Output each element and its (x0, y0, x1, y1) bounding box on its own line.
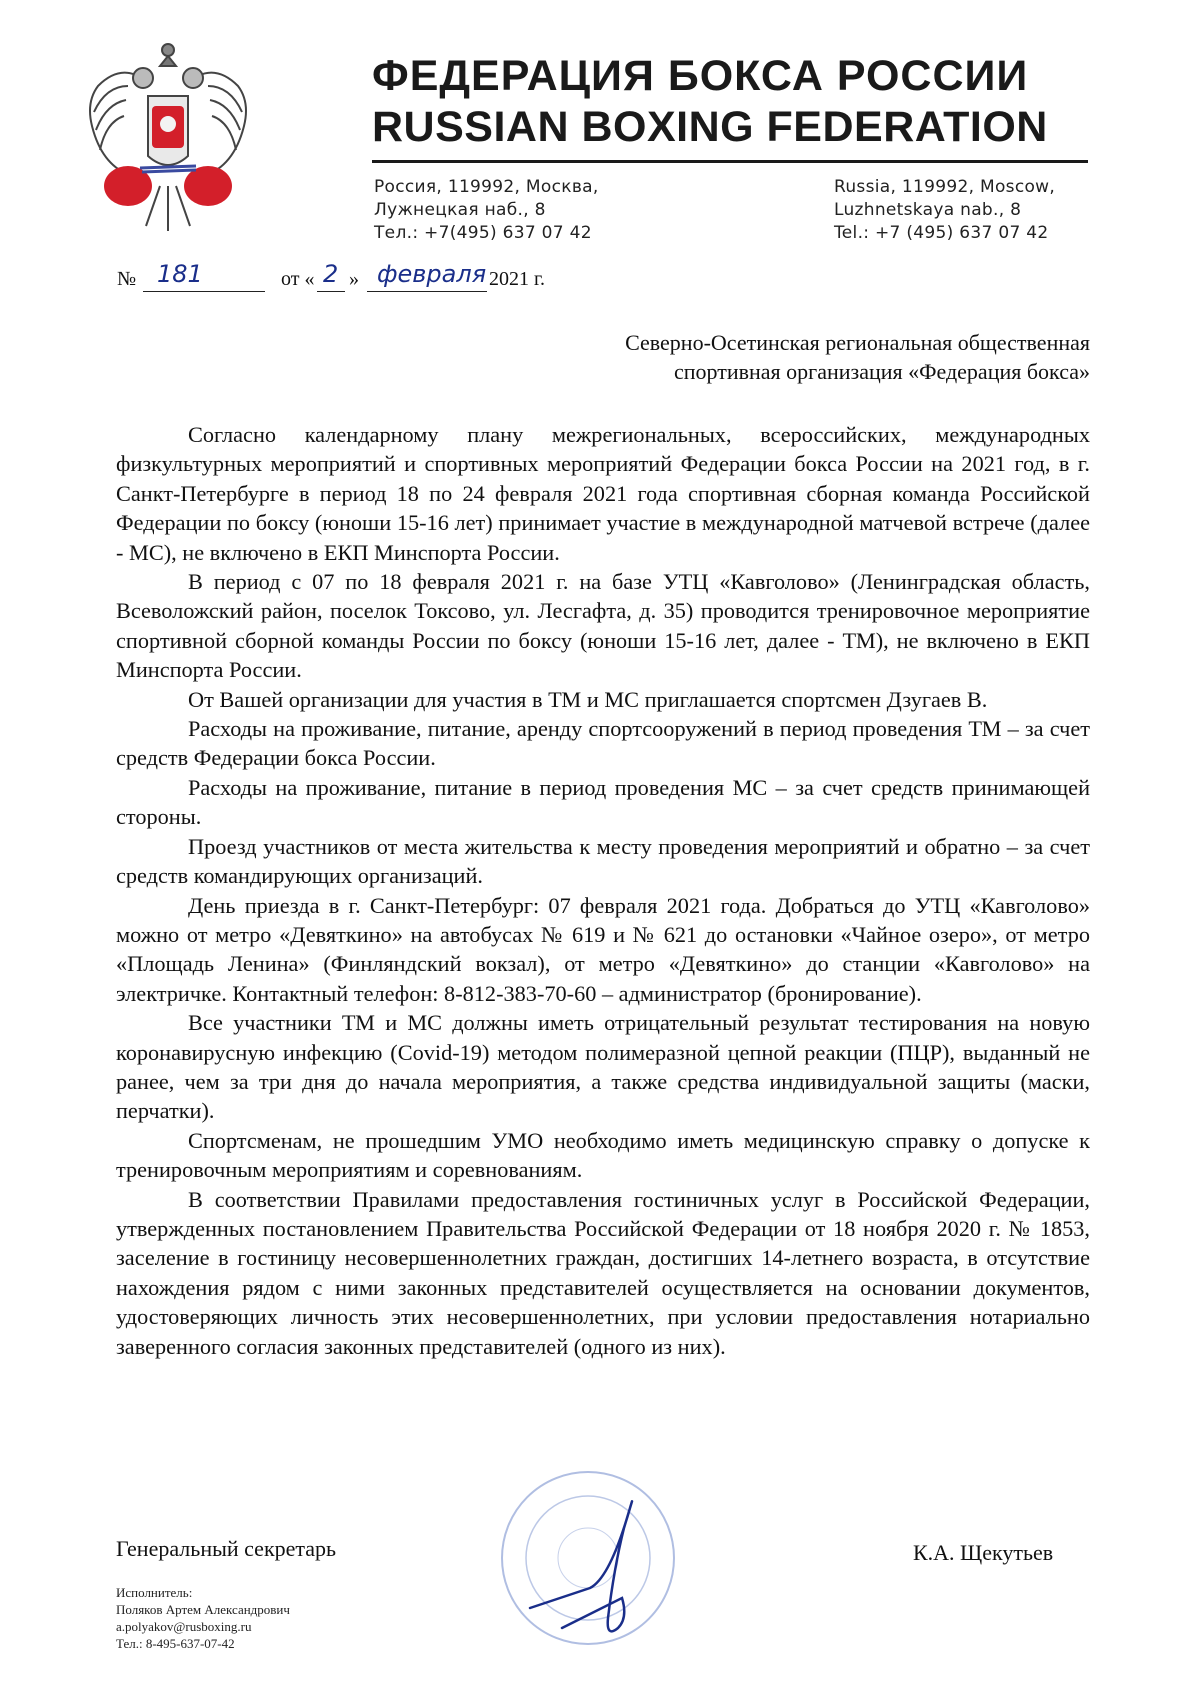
organization-title (372, 50, 1092, 152)
addressee-line: Северно-Осетинская региональная общественная (625, 330, 1090, 355)
paragraph: Расходы на проживание, питание в период проведения МС – за счет средств принимающей стороны. (116, 774, 1090, 830)
day-underline (317, 291, 345, 292)
date-mid: » (349, 268, 359, 290)
letter-body (116, 420, 1090, 1361)
address-ru (374, 176, 599, 245)
address-en (834, 176, 1055, 245)
paragraph: В период с 07 по 18 февраля 2021 г. на базе УТЦ «Кавголово» (Ленинградская область, Всеволожский район, поселок Токсово, ул. Лесгафта, д. 35) проводится тренировочное мероприятие спортивной сборной команды России по боксу (юноши 15-16 лет, далее - ТМ), не включено в ЕКП Минспорта России. (116, 569, 1090, 683)
paragraph: В соответствии Правилами предоставления гостиничных услуг в Российской Федерации, утвержденных постановлением Правительства Российской Федерации от 18 ноября 2020 г. № 1853, заселение в гостиницу несовершеннолетних граждан, достигших 14-летнего возраста, в отсутствие нахождения рядом с ними законных представителей осуществляется на основании документов, удостоверяющих личность этих несовершеннолетних, при условии предоставления нотариально заверенного согласия законных представителей (одного из них). (116, 1186, 1090, 1359)
paragraph: Расходы на проживание, питание, аренду спортсооружений в период проведения ТМ – за счет средств Федерации бокса России. (116, 716, 1090, 771)
paragraph: День приезда в г. Санкт-Петербург: 07 февраля 2021 года. Добраться до УТЦ «Кавголово» можно от метро «Девяткино» на автобусах № 619 и № 621 до остановки «Чайное озеро», от метро «Площадь Ленина» (Финляндский вокзал), от метро «Девяткино» до станции «Кавголово» на электричке. Контактный телефон: 8-812-383-70-60 – администратор (бронирование). (116, 892, 1090, 1006)
address-ru-line: Лужнецкая наб., 8 (374, 200, 546, 220)
address-en-line: Luzhnetskaya nab., 8 (834, 200, 1022, 220)
executor-email: a.polyakov@rusboxing.ru (116, 1619, 252, 1634)
title-ru: ФЕДЕРАЦИЯ БОКСА РОССИИ (372, 52, 1029, 100)
address-en-line: Russia, 119992, Moscow, (834, 177, 1056, 197)
executor-phone: Тел.: 8-495-637-07-42 (116, 1636, 235, 1651)
title-en: RUSSIAN BOXING FEDERATION (372, 103, 1048, 151)
paragraph: Спортсменам, не прошедшим УМО необходимо иметь медицинскую справку о допуске к тренировочным мероприятиям и соревнованиям. (116, 1127, 1090, 1183)
address-ru-line: Тел.: +7(495) 637 07 42 (374, 223, 592, 243)
number-value: 181 (157, 260, 203, 288)
federation-emblem-icon (78, 36, 258, 246)
date-prefix: от « (281, 268, 315, 290)
date-year: 2021 г. (489, 268, 545, 290)
header-divider (372, 160, 1088, 163)
paragraph: Проезд участников от места жительства к месту проведения мероприятий и обратно – за счет средств командирующих организаций. (116, 833, 1090, 889)
address-en-line: Tel.: +7 (495) 637 07 42 (834, 223, 1049, 243)
number-label: № (117, 268, 137, 290)
paragraph: От Вашей организации для участия в ТМ и МС приглашается спортсмен Дзугаев В. (188, 686, 988, 712)
paragraph: Все участники ТМ и МС должны иметь отрицательный результат тестирования на новую коронавирусную инфекцию (Covid-19) методом полимеразной цепной реакции (ПЦР), выданный не ранее, чем за три дня до начала мероприятия, а также средства индивидуальной защиты (маски, перчатки). (116, 1010, 1090, 1124)
signer-position: Генеральный секретарь (116, 1536, 337, 1561)
month-underline (367, 291, 487, 292)
signer-name: К.А. Щекутьев (913, 1540, 1054, 1565)
executor-label: Исполнитель: (116, 1585, 193, 1600)
number-underline (143, 291, 265, 292)
address-ru-line: Россия, 119992, Москва, (374, 177, 599, 197)
executor-name: Поляков Артем Александрович (116, 1602, 290, 1617)
addressee-line: спортивная организация «Федерация бокса» (673, 359, 1090, 384)
date-day: 2 (323, 260, 339, 288)
handwritten-signature-icon (520, 1488, 660, 1638)
date-month: февраля (377, 260, 487, 288)
executor-block (116, 1584, 290, 1652)
addressee (540, 328, 1090, 386)
paragraph: Согласно календарному плану межрегиональных, всероссийских, международных физкультурных мероприятий и спортивных мероприятий Федерации бокса России на 2021 год, в г. Санкт-Петербурге в период 18 по 24 февраля 2021 года спортивная сборная команда Российской Федерации по боксу (юноши 15-16 лет) принимает участие в международной матчевой встрече (далее - МС), не включено в ЕКП Минспорта России. (116, 422, 1090, 565)
